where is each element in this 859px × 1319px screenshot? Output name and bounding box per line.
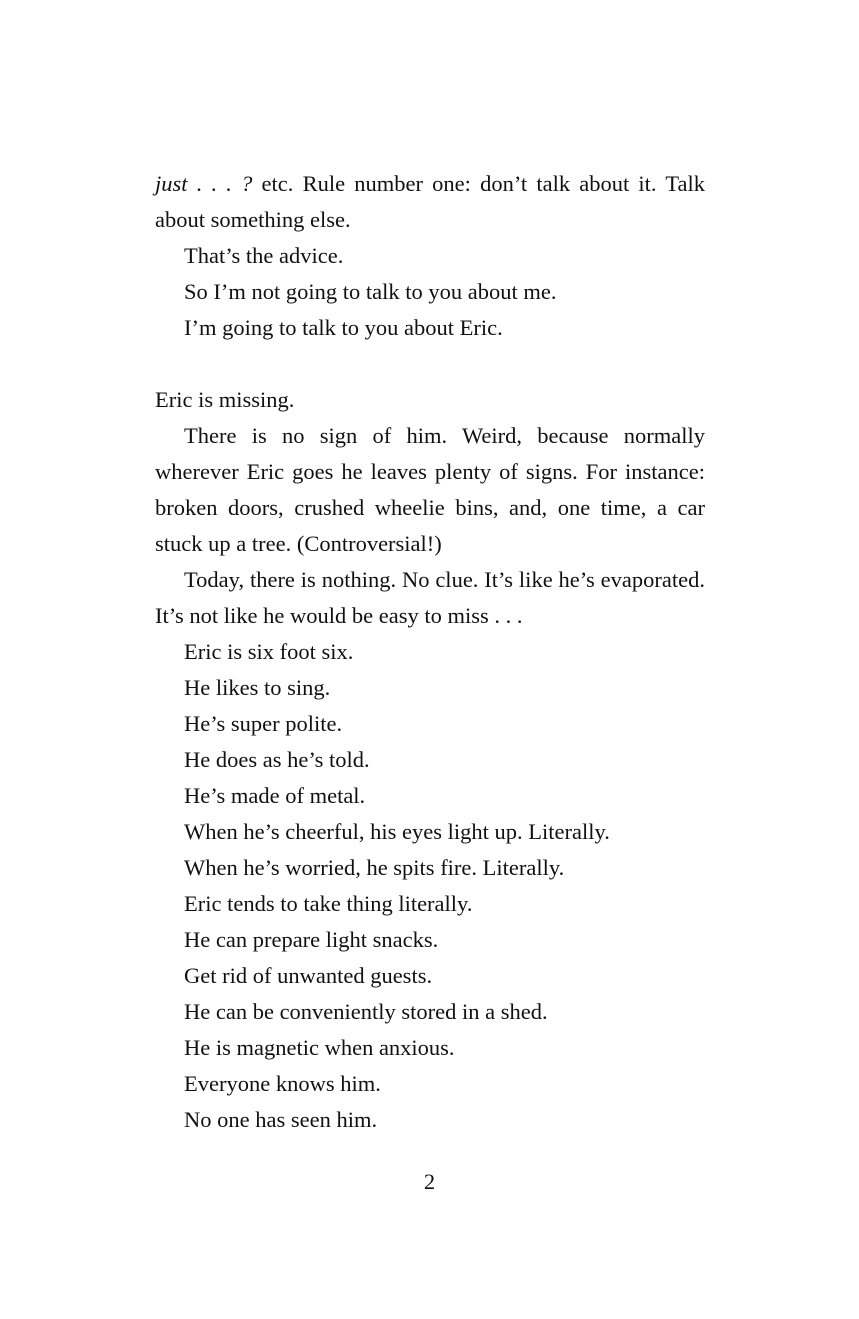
paragraph: He’s made of metal.: [184, 783, 366, 808]
opening-text: etc. Rule number one: don’t talk about it. Talk about something else.: [155, 171, 705, 232]
paragraph: Get rid of unwanted guests.: [184, 963, 433, 988]
paragraph: He is magnetic when anxious.: [184, 1035, 455, 1060]
paragraph: He likes to sing.: [184, 675, 331, 700]
paragraph: He’s super polite.: [184, 711, 343, 736]
paragraph: Everyone knows him.: [184, 1071, 381, 1096]
opening-paragraph: [155, 166, 705, 238]
paragraph: Eric tends to take thing literally.: [184, 891, 473, 916]
paragraph: When he’s worried, he spits fire. Literally.: [184, 855, 565, 880]
paragraph: When he’s cheerful, his eyes light up. Literally.: [184, 819, 610, 844]
paragraph: Today, there is nothing. No clue. It’s like he’s evaporated. It’s not like he would be easy to miss . . .: [155, 567, 705, 628]
paragraph: So I’m not going to talk to you about me.: [184, 279, 557, 304]
page-number: 2: [423, 1169, 436, 1194]
italic-fragment: just . . . ?: [155, 171, 253, 196]
paragraph: He does as he’s told.: [184, 747, 370, 772]
paragraph: That’s the advice.: [184, 243, 344, 268]
paragraph: He can be conveniently stored in a shed.: [184, 999, 548, 1024]
paragraph: No one has seen him.: [184, 1107, 378, 1132]
page-body: [155, 166, 705, 1138]
paragraph: I’m going to talk to you about Eric.: [184, 315, 503, 340]
paragraph: He can prepare light snacks.: [184, 927, 439, 952]
paragraph: Eric is six foot six.: [184, 639, 354, 664]
paragraph: There is no sign of him. Weird, because normally wherever Eric goes he leaves plenty of signs. For instance: broken doors, crushed wheelie bins, and, one time, a car stuck up a tree. (Controversial!): [155, 423, 705, 556]
section-opening-line: Eric is missing.: [155, 387, 295, 412]
